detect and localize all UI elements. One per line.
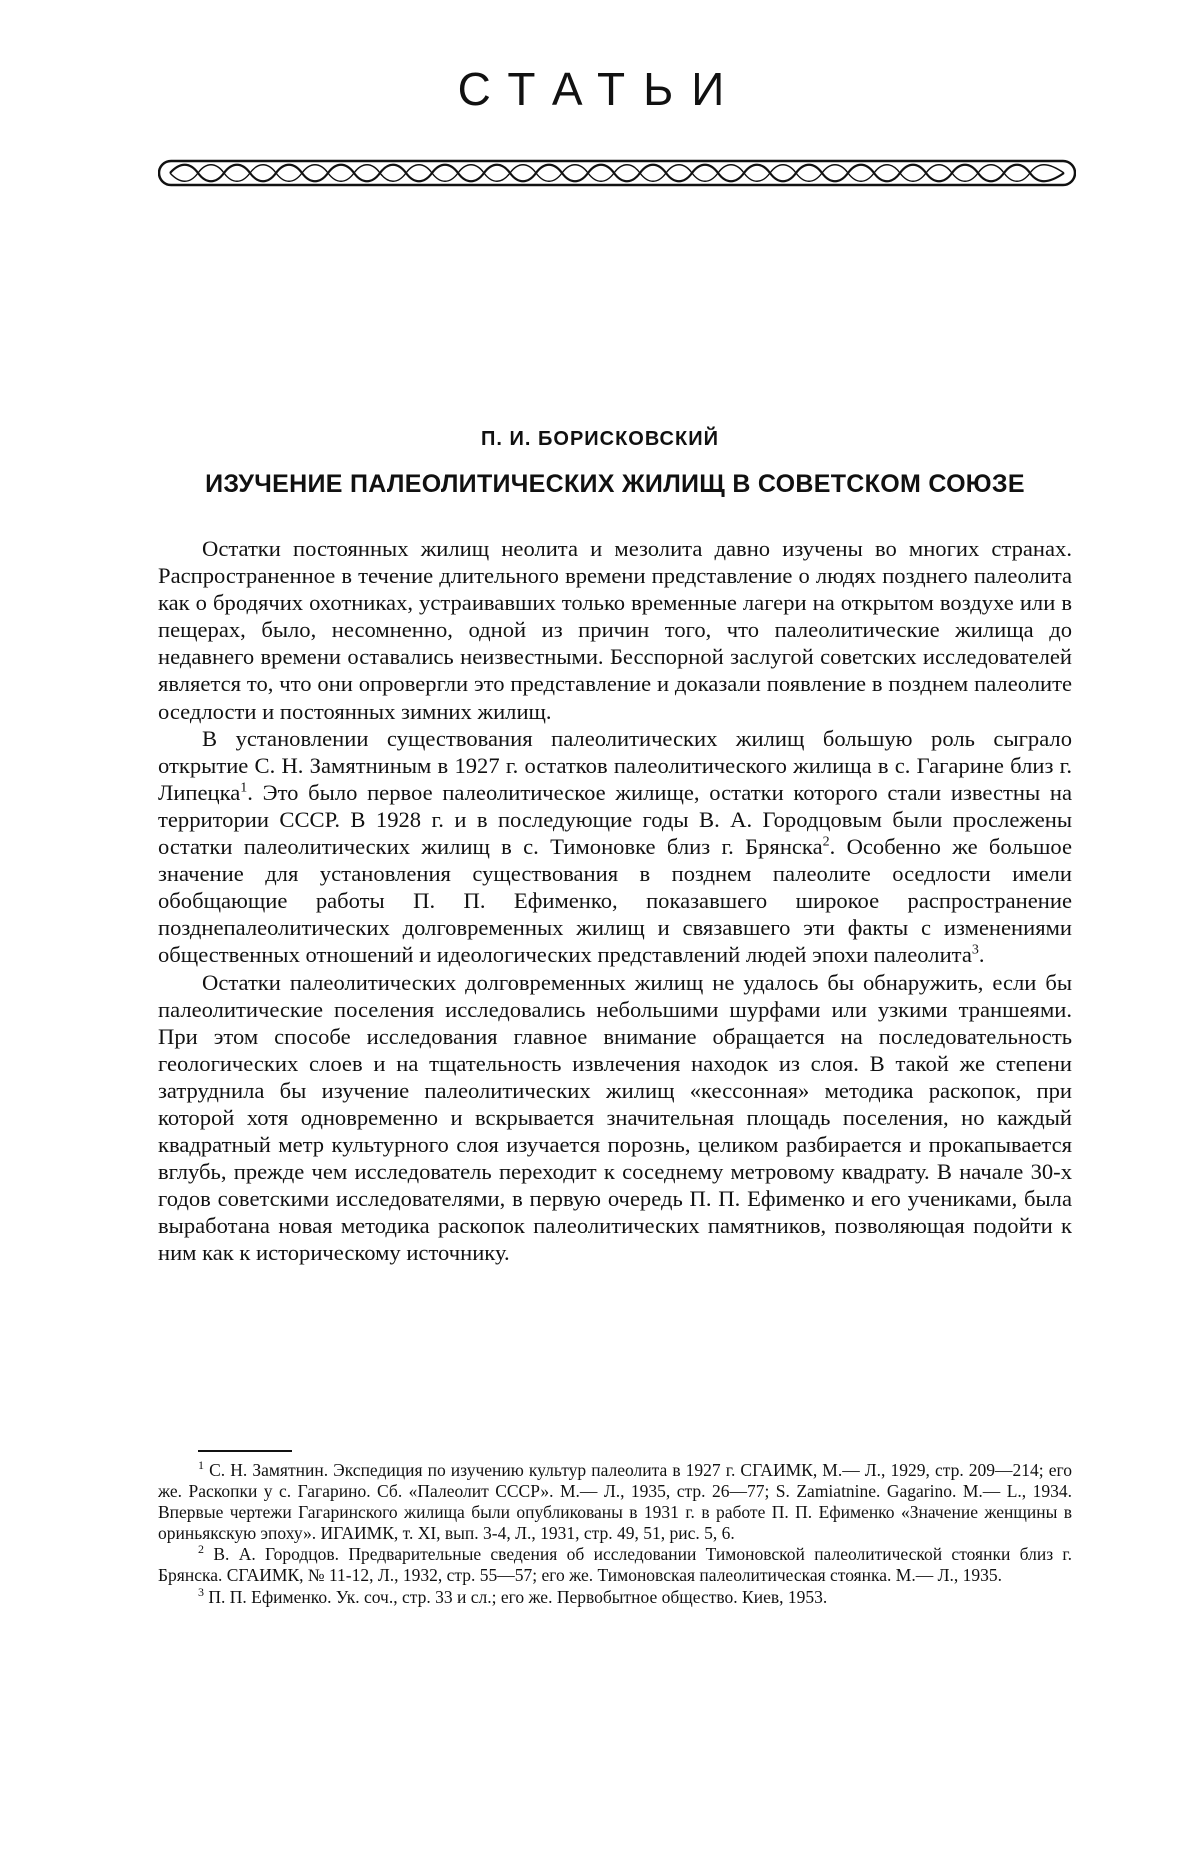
footnote-text: С. Н. Замятнин. Экспедиция по изучению культур палеолита в 1927 г. СГАИМК, М.— Л., 1929, стр. 209—214; его же. Раскопки у с. Гагарино. Сб. «Палеолит СССР». М.— Л., 1935, стр. 26—77; S. Zamiatnine. Gagarino. M.— L., 1934. Впервые чертежи Гагаринского жилища были опубликованы в 1931 г. в работе П. П. Ефименко «Значение женщины в ориньякскую эпоху». ИГАИМК, т. XI, вып. 3-4, Л., 1931, стр. 49, 51, рис. 5, 6. [158, 1460, 1073, 1544]
footnote-ref-3: 3 [971, 942, 979, 958]
footnote-mark: 2 [198, 1542, 204, 1557]
decorative-ornament-border [158, 158, 1076, 188]
footnote-ref-1: 1 [240, 780, 248, 796]
footnote-1 [158, 1460, 1072, 1544]
footnotes [158, 1460, 1072, 1608]
paragraph-3: Остатки палеолитических долговременных жилищ не удалось бы обнаружить, если бы палеолитические поселения исследовались небольшими шурфами или узкими траншеями. При этом способе исследования главное внимание обращается на последовательность геологических слоев и на тщательность извлечения находок из слоя. В такой же степени затруднила бы изучение палеолитических жилищ «кессонная» методика раскопок, при которой хотя одновременно и вскрывается значительная площадь поселения, но каждый квадратный метр культурного слоя изучается порознь, целиком разбирается и прокапывается вглубь, прежде чем исследователь переходит к соседнему метровому квадрату. В начале 30-х годов советскими исследователями, в первую очередь П. П. Ефименко и его учениками, была выработана новая методика раскопок палеолитических памятников, позволяющая подойти к ним как к историческому источнику. [158, 969, 1072, 1266]
footnote-text: П. П. Ефименко. Ук. соч., стр. 33 и сл.; его же. Первобытное общество. Киев, 1953. [208, 1586, 828, 1607]
footnote-text: В. А. Городцов. Предварительные сведения об исследовании Тимоновской палеолитической стоянки близ г. Брянска. СГАИМК, № 11-12, Л., 1932, стр. 55—57; его же. Тимоновская палеолитическая стоянка. М.— Л., 1935. [158, 1544, 1073, 1586]
paragraph-2-part-3: . Особенно же большое значение для установления существования в позднем палеолите оседлости имели обобщающие работы П. П. Ефименко, показавшего широкое распространение позднепалеолитических долговременных жилищ и связавшего эти факты с изменениями общественных отношений и идеологических представлений людей эпохи палеолита [158, 834, 1072, 968]
article-body [158, 535, 1072, 1267]
footnote-divider [198, 1450, 292, 1452]
paragraph-2-part-4: . [978, 942, 985, 968]
paragraph-1: Остатки постоянных жилищ неолита и мезолита давно изучены во многих странах. Распространенное в течение длительного времени представление о людях позднего палеолита как о бродячих охотниках, устраивавших только временные лагери на открытом воздухе или в пещерах, было, несомненно, одной из причин того, что палеолитические жилища до недавнего времени оставались неизвестными. Бесспорной заслугой советских исследователей является то, что они опровергли это представление и доказали появление в позднем палеолите оседлости и постоянных зимних жилищ. [158, 536, 1072, 724]
footnote-mark: 1 [198, 1458, 204, 1473]
footnote-2 [158, 1544, 1072, 1586]
paragraph-2 [158, 725, 1072, 969]
section-title: СТАТЬИ [457, 63, 743, 115]
article-author: П. И. БОРИСКОВСКИЙ [481, 428, 719, 450]
footnote-ref-2: 2 [822, 834, 830, 850]
paragraph-2-part-1: В установлении существования палеолитических жилищ большую роль сыграло открытие С. Н. Замятниным в 1927 г. остатков палеолитического жилища в с. Гагарине близ г. Липецка [158, 725, 1072, 805]
paragraph-2-part-2: . Это было первое палеолитическое жилище, остатки которого стали известны на территории СССР. В 1928 г. и в последующие годы В. А. Городцовым были прослежены остатки палеолитических жилищ в с. Тимоновке близ г. Брянска [158, 779, 1072, 860]
footnote-mark: 3 [198, 1584, 204, 1599]
footnote-3 [158, 1584, 1072, 1608]
article-title: ИЗУЧЕНИЕ ПАЛЕОЛИТИЧЕСКИХ ЖИЛИЩ В СОВЕТСКОМ СОЮЗЕ [205, 470, 1025, 498]
